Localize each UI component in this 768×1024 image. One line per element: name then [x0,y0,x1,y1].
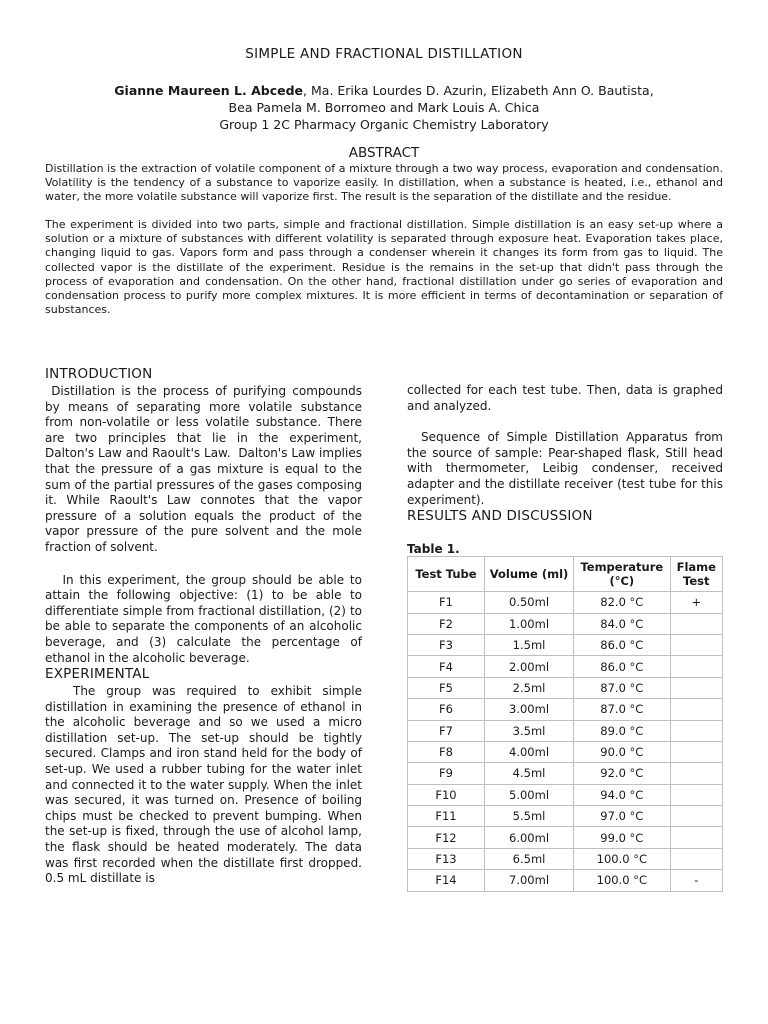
experimental-heading: EXPERIMENTAL [45,666,150,683]
table-cell: 3.00ml [484,699,573,720]
column-header: Test Tube [408,557,485,592]
table-cell: 97.0 °C [574,806,670,827]
table-row [408,848,723,869]
table-cell: 3.5ml [484,720,573,741]
distillation-table [407,556,723,891]
table-row [408,741,723,762]
table-cell: F9 [408,763,485,784]
table-caption: Table 1. [407,542,460,557]
table-cell: F10 [408,784,485,805]
table-cell [670,827,722,848]
table-cell: 2.00ml [484,656,573,677]
table-cell [670,634,722,655]
table-row [408,613,723,634]
left-column [45,366,366,887]
table-cell: + [670,592,722,613]
table-cell: 4.5ml [484,763,573,784]
introduction-heading: INTRODUCTION [45,366,153,382]
table-row [408,784,723,805]
table-cell: 2.5ml [484,677,573,698]
abstract-paragraph-2: The experiment is divided into two parts, simple and fractional distillation. Simple distillation is an easy set-up where a solution or a mixture of substances with different volatility is separated through exposure heat. Evaporation takes place, changing liquid to gas. Vapors form and pass through a condenser wherein it changes its form from gas to liquid. The collected vapor is the distillate of the experiment. Residue is the remains in the set-up that didn't pass through the process of evaporation and condensation. On the other hand, fractional distillation under go series of evaporation and condensation process to purify more complex mixtures. It is more efficient in terms of decontamination or separation of substances. [45,218,723,316]
introduction-paragraph-1: Distillation is the process of purifying compounds by means of separating more volatile substance from non-volatile or less volatile substance. There are two principles that lie in the experiment, Dalton's Law and Raoult's Law. Dalton's Law implies that the pressure of a gas mixture is equal to the sum of the partial pressures of the gases composing it. While Raoult's Law connotes that the vapor pressure of a solution equals the product of the vapor pressure of the pure solvent and the mole fraction of solvent. [45,384,366,554]
table-row [408,806,723,827]
right-column [407,383,723,892]
affiliation-line: Group 1 2C Pharmacy Organic Chemistry Laboratory [219,117,549,132]
table-cell: F14 [408,870,485,891]
table-cell: 99.0 °C [574,827,670,848]
table-cell [670,784,722,805]
table-cell: 4.00ml [484,741,573,762]
table-cell: 86.0 °C [574,656,670,677]
table-cell [670,613,722,634]
table-cell: F2 [408,613,485,634]
table-row [408,699,723,720]
table-cell: - [670,870,722,891]
table-cell [670,677,722,698]
table-cell: F13 [408,848,485,869]
table-cell: 87.0 °C [574,699,670,720]
table-cell: 90.0 °C [574,741,670,762]
table-cell: F4 [408,656,485,677]
table-cell: 86.0 °C [574,634,670,655]
table-cell: 1.5ml [484,634,573,655]
table-cell: 87.0 °C [574,677,670,698]
table-row [408,634,723,655]
author-line-1 [0,82,768,99]
table-row [408,720,723,741]
abstract-heading: ABSTRACT [348,145,420,161]
column-header: Flame Test [670,557,722,592]
column-header: Temperature (°C) [574,557,670,592]
table-cell: F3 [408,634,485,655]
table-cell: F8 [408,741,485,762]
abstract-body [45,162,723,331]
table-cell [670,806,722,827]
table-row [408,592,723,613]
table-row [408,677,723,698]
table-cell: 92.0 °C [574,763,670,784]
author-line-2: Bea Pamela M. Borromeo and Mark Louis A. Chica [228,100,540,115]
introduction-paragraph-2: In this experiment, the group should be able to attain the following objective: (1) to be able to differentiate simple from fractional distillation, (2) to be able to separate the components of an alcoholic beverage, and (3) calculate the percentage of ethanol in the alcoholic beverage. [45,572,366,665]
table-cell: 89.0 °C [574,720,670,741]
table-cell: F7 [408,720,485,741]
table-cell: F5 [408,677,485,698]
table-row [408,763,723,784]
table-cell: 84.0 °C [574,613,670,634]
table-header-row [408,557,723,592]
lead-author: Gianne Maureen L. Abcede [114,83,304,98]
paper-title: SIMPLE AND FRACTIONAL DISTILLATION [245,46,523,62]
table-cell: 1.00ml [484,613,573,634]
abstract-paragraph-1: Distillation is the extraction of volatile component of a mixture through a two way process, evaporation and condensation. Volatility is the tendency of a substance to vaporize easily. In distillation, when a substance is heated, i.e., ethanol and water, the more volatile substance will vaporize first. The result is the separation of the distillate and the residue. [45,162,723,204]
table-cell: 94.0 °C [574,784,670,805]
table-cell [670,848,722,869]
table-body [408,592,723,891]
table-cell [670,763,722,784]
table-cell [670,741,722,762]
table-cell: F11 [408,806,485,827]
experimental-paragraph-1: The group was required to exhibit simple distillation in examining the presence of ethanol in the alcoholic beverage and so we used a micro distillation set-up. The set-up should be tightly secured. Clamps and iron stand held for the body of set-up. We used a rubber tubing for the water inlet and connected it to the water supply. When the inlet was secured, it was turned on. Presence of boiling chips must be checked to prevent bumping. When the set-up is fixed, through the use of alcohol lamp, the flask should be heated moderately. The data was first recorded when the distillate first dropped. 0.5 mL distillate is [45,684,362,886]
column-header: Volume (ml) [484,557,573,592]
table-cell [670,720,722,741]
table-cell: 6.5ml [484,848,573,869]
table-cell [670,699,722,720]
table-cell: 5.00ml [484,784,573,805]
table-cell: 5.5ml [484,806,573,827]
table-row [408,827,723,848]
table-row [408,870,723,891]
table-cell: 0.50ml [484,592,573,613]
author-block [0,82,768,133]
table-cell: F12 [408,827,485,848]
table-cell [670,656,722,677]
experimental-paragraph-2: Sequence of Simple Distillation Apparatus from the source of sample: Pear-shaped flask, Still head with thermometer, Leibig condenser, received adapter and the distillate receiver (test tube for this experiment). [407,430,723,507]
table-cell: 7.00ml [484,870,573,891]
experimental-paragraph-1-continued: collected for each test tube. Then, data is graphed and analyzed. [407,383,723,413]
table-cell: 6.00ml [484,827,573,848]
table-cell: F6 [408,699,485,720]
table-cell: F1 [408,592,485,613]
co-authors: , Ma. Erika Lourdes D. Azurin, Elizabeth Ann O. Bautista, [303,83,654,98]
table-cell: 100.0 °C [574,848,670,869]
results-heading: RESULTS AND DISCUSSION [407,508,593,525]
table-cell: 100.0 °C [574,870,670,891]
table-row [408,656,723,677]
table-cell: 82.0 °C [574,592,670,613]
